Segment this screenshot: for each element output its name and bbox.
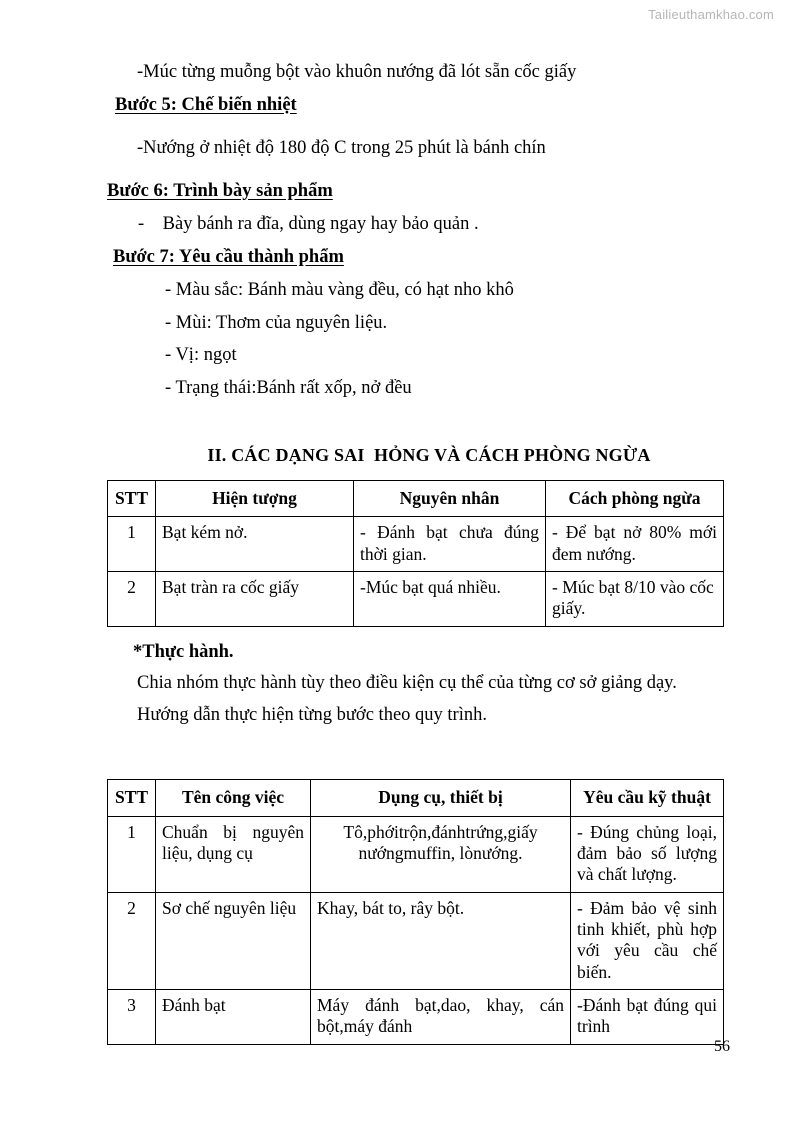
column-header-nguyen-nhan: Nguyên nhân [354, 481, 546, 517]
watermark-text: Tailieuthamkhao.com [648, 7, 774, 22]
column-header-ten-cong-viec: Tên công việc [156, 780, 311, 816]
spacer [107, 411, 727, 445]
column-header-hien-tuong: Hiện tượng [156, 481, 354, 517]
column-header-stt: STT [108, 481, 156, 517]
column-header-stt: STT [108, 780, 156, 816]
paragraph-huong-dan: Hướng dẫn thực hiện từng bước theo quy trình. [137, 704, 487, 725]
cell-stt: 2 [108, 572, 156, 627]
cell-nguyen-nhan: -Múc bạt quá nhiều. [354, 572, 546, 627]
cell-cach-phong-ngua: - Để bạt nở 80% mới đem nướng. [546, 517, 724, 572]
table-quy-trinh [107, 779, 724, 1044]
document-content [107, 63, 727, 1045]
column-header-cach-phong-ngua: Cách phòng ngừa [546, 481, 724, 517]
cell-yeu-cau: - Đúng chủng loại, đảm bảo số lượng và chất lượng. [571, 816, 724, 892]
table-header-row [108, 481, 724, 517]
cell-yeu-cau: -Đánh bạt đúng qui trình [571, 989, 724, 1044]
heading-buoc-6: Bước 6: Trình bày sản phẩm [107, 180, 333, 201]
table-sai-hong [107, 480, 724, 627]
cell-ten-cong-viec: Sơ chế nguyên liệu [156, 892, 311, 989]
page-number: 56 [714, 1038, 730, 1055]
heading-buoc-5: Bước 5: Chế biến nhiệt [115, 94, 297, 115]
paragraph-muc-bot: -Múc từng muỗng bột vào khuôn nướng đã lót sẵn cốc giấy [137, 62, 577, 82]
heading-buoc-7: Bước 7: Yêu cầu thành phẩm [113, 246, 344, 267]
paragraph-buoc-6-detail: - Bày bánh ra đĩa, dùng ngay hay bảo quản . [138, 214, 479, 234]
table-row [108, 892, 724, 989]
paragraph-yeu-cau-trang-thai: - Trạng thái:Bánh rất xốp, nở đều [165, 377, 412, 398]
paragraph-yeu-cau-mui: - Mùi: Thơm của nguyên liệu. [165, 312, 388, 333]
cell-dung-cu: Khay, bát to, rây bột. [311, 892, 571, 989]
paragraph-chia-nhom: Chia nhóm thực hành tùy theo điều kiện cụ thể của từng cơ sở giảng dạy. [137, 673, 677, 694]
table-row [108, 572, 724, 627]
cell-dung-cu: Tô,phớitrộn,đánhtrứng,giấy nướngmuffin, lònướng. [311, 816, 571, 892]
faults-table-wrapper [107, 480, 727, 627]
spacer [107, 724, 727, 779]
spacer [107, 627, 727, 643]
cell-nguyen-nhan: - Đánh bạt chưa đúng thời gian. [354, 517, 546, 572]
cell-stt: 1 [108, 517, 156, 572]
heading-thuc-hanh: *Thực hành. [133, 641, 234, 662]
section-heading-ii: II. CÁC DẠNG SAI HỎNG VÀ CÁCH PHÒNG NGỪA [207, 445, 651, 465]
column-header-dung-cu-thiet-bi: Dụng cụ, thiết bị [311, 780, 571, 816]
cell-stt: 3 [108, 989, 156, 1044]
cell-hien-tuong: Bạt tràn ra cốc giấy [156, 572, 354, 627]
table-header-row [108, 780, 724, 816]
cell-yeu-cau: - Đảm bảo vệ sinh tinh khiết, phù hợp với yêu cầu chế biến. [571, 892, 724, 989]
cell-ten-cong-viec: Đánh bạt [156, 989, 311, 1044]
cell-cach-phong-ngua: - Múc bạt 8/10 vào cốc giấy. [546, 572, 724, 627]
cell-dung-cu: Máy đánh bạt,dao, khay, cán bột,máy đánh [311, 989, 571, 1044]
cell-stt: 1 [108, 816, 156, 892]
table-row [108, 816, 724, 892]
paragraph-buoc-5-detail: -Nướng ở nhiệt độ 180 độ C trong 25 phút là bánh chín [137, 138, 546, 158]
cell-ten-cong-viec: Chuẩn bị nguyên liệu, dụng cụ [156, 816, 311, 892]
tasks-table-wrapper [107, 779, 727, 1044]
column-header-yeu-cau-ky-thuat: Yêu cầu kỹ thuật [571, 780, 724, 816]
paragraph-yeu-cau-vi: - Vị: ngọt [165, 345, 237, 365]
table-row [108, 517, 724, 572]
cell-hien-tuong: Bạt kém nở. [156, 517, 354, 572]
table-row [108, 989, 724, 1044]
paragraph-yeu-cau-mau-sac: - Màu sắc: Bánh màu vàng đều, có hạt nho khô [165, 280, 514, 300]
cell-stt: 2 [108, 892, 156, 989]
